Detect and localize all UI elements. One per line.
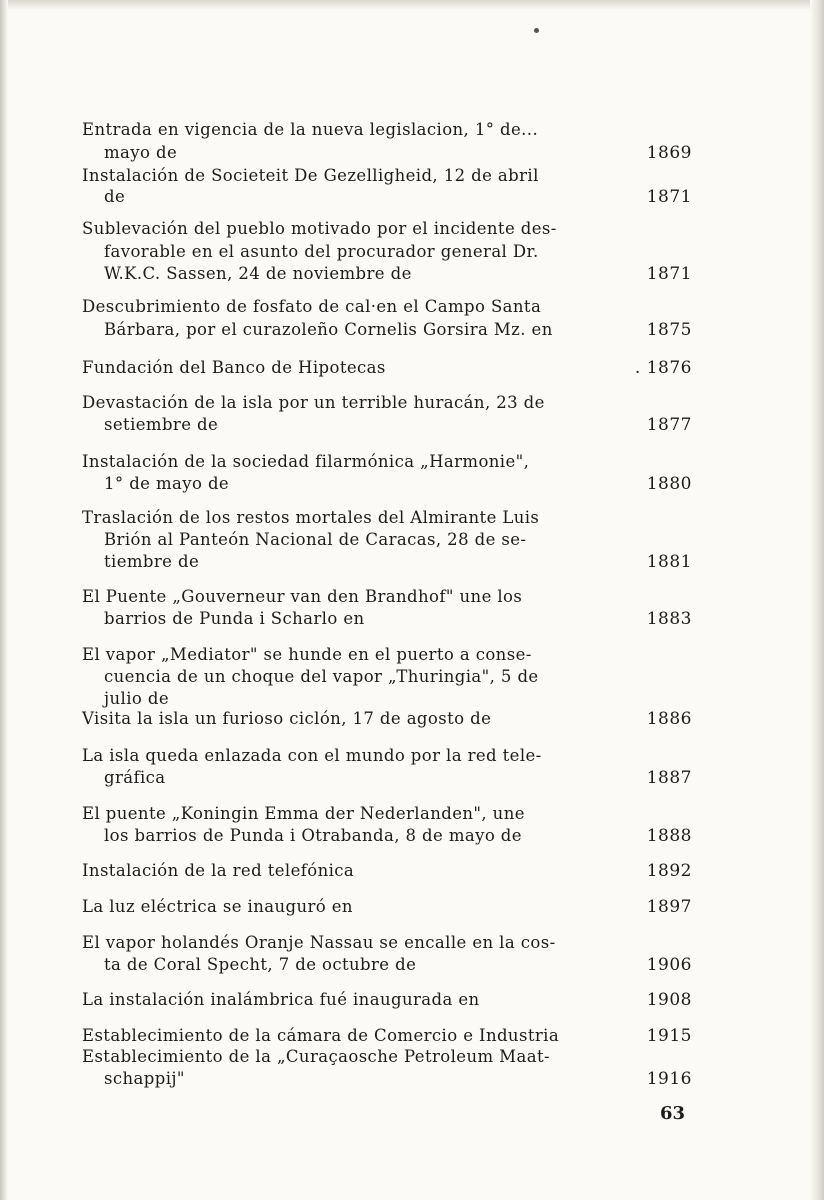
- entry-year: 1877: [646, 415, 692, 435]
- entry-line: Fundación del Banco de Hipotecas: [82, 358, 386, 377]
- entry-year: 1892: [646, 861, 692, 881]
- entry-line: cuencia de un choque del vapor „Thuringia", 5 de: [104, 667, 539, 686]
- entry-year: 1916: [646, 1069, 692, 1089]
- entry-line: los barrios de Punda i Otrabanda, 8 de mayo de: [104, 826, 522, 845]
- entry-year: 1869: [646, 143, 692, 163]
- entry-line: El vapor „Mediator" se hunde en el puerto a conse-: [82, 645, 532, 664]
- entry-year: 1887: [646, 768, 692, 788]
- entry-year: 1897: [646, 897, 692, 917]
- chronology-entry: [82, 1047, 692, 1091]
- entry-year: 1908: [646, 990, 692, 1010]
- entry-line: Instalación de la red telefónica: [82, 861, 355, 880]
- entry-line: Entrada en vigencia de la nueva legislacion, 1° de...: [82, 120, 539, 139]
- entry-line: El vapor holandés Oranje Nassau se encalle en la cos-: [82, 933, 556, 952]
- entry-line: gráfica: [104, 768, 166, 787]
- chronology-entry: [82, 120, 692, 163]
- entry-year: 1871: [646, 264, 692, 284]
- chronology-entry: [82, 508, 692, 574]
- entry-year: 1880: [646, 474, 692, 494]
- entry-line: julio de: [104, 689, 170, 708]
- entry-line: Instalación de Societeit De Gezelligheid, 12 de abril: [82, 166, 539, 185]
- entry-line: El Puente „Gouverneur van den Brandhof" une los: [82, 587, 523, 606]
- entry-year: 1883: [646, 609, 692, 629]
- entry-line: de: [104, 187, 126, 206]
- entry-year: 1881: [646, 552, 692, 572]
- chronology-entry: [82, 990, 692, 1012]
- entry-line: La instalación inalámbrica fué inaugurada en: [82, 990, 480, 1009]
- chronology-entry: [82, 166, 692, 206]
- chronology-entry: [82, 219, 692, 285]
- entry-line: 1° de mayo de: [104, 474, 230, 493]
- chronology-entry: [82, 933, 692, 977]
- chronology-entry: [82, 645, 692, 711]
- chronology-entry: [82, 804, 692, 848]
- entry-line: Descubrimiento de fosfato de cal·en el Campo Santa: [82, 297, 542, 316]
- chronology-entry: [82, 1026, 692, 1048]
- entry-line: La isla queda enlazada con el mundo por la red tele-: [82, 746, 542, 765]
- entry-year: 1875: [646, 320, 692, 340]
- page-number: 63: [660, 1103, 686, 1124]
- entry-line: ta de Coral Specht, 7 de octubre de: [104, 955, 417, 974]
- chronology-entry: [82, 746, 692, 790]
- entry-line: mayo de: [104, 143, 178, 162]
- entry-line: Bárbara, por el curazoleño Cornelis Gorsira Mz. en: [104, 320, 553, 339]
- entry-year: . 1876: [634, 358, 692, 378]
- entry-year: 1888: [646, 826, 692, 846]
- entry-year: 1915: [646, 1026, 692, 1046]
- entry-line: Devastación de la isla por un terrible huracán, 23 de: [82, 393, 545, 412]
- entry-line: schappij": [104, 1069, 185, 1088]
- entry-line: Establecimiento de la cámara de Comercio e Industria: [82, 1026, 560, 1045]
- chronology-entry: [82, 452, 692, 496]
- entry-line: favorable en el asunto del procurador general Dr.: [104, 242, 539, 261]
- entry-line: W.K.C. Sassen, 24 de noviembre de: [104, 264, 412, 283]
- entry-year: 1871: [646, 187, 692, 207]
- entry-line: El puente „Koningin Emma der Nederlanden", une: [82, 804, 525, 823]
- entry-line: Visita la isla un furioso ciclón, 17 de agosto de: [82, 709, 492, 728]
- chronology-entry: [82, 393, 692, 437]
- entry-line: La luz eléctrica se inauguró en: [82, 897, 353, 916]
- entry-line: Brión al Panteón Nacional de Caracas, 28 de se-: [104, 530, 527, 549]
- chronology-entry: [82, 709, 692, 731]
- entry-line: Instalación de la sociedad filarmónica „Harmonie",: [82, 452, 530, 471]
- entry-line: Sublevación del pueblo motivado por el incidente des-: [82, 219, 557, 238]
- chronology-entry: [82, 297, 692, 341]
- chronology-entry: [82, 587, 692, 631]
- entry-line: setiembre de: [104, 415, 219, 434]
- entry-year: 1886: [646, 709, 692, 729]
- entry-line: Establecimiento de la „Curaçaosche Petroleum Maat-: [82, 1047, 550, 1066]
- chronology-entry: [82, 861, 692, 883]
- chronology-entry: [82, 897, 692, 919]
- chronology-entry: [82, 358, 692, 380]
- entry-line: Traslación de los restos mortales del Almirante Luis: [82, 508, 540, 527]
- entry-line: barrios de Punda i Scharlo en: [104, 609, 365, 628]
- entry-line: tiembre de: [104, 552, 200, 571]
- entry-year: 1906: [646, 955, 692, 975]
